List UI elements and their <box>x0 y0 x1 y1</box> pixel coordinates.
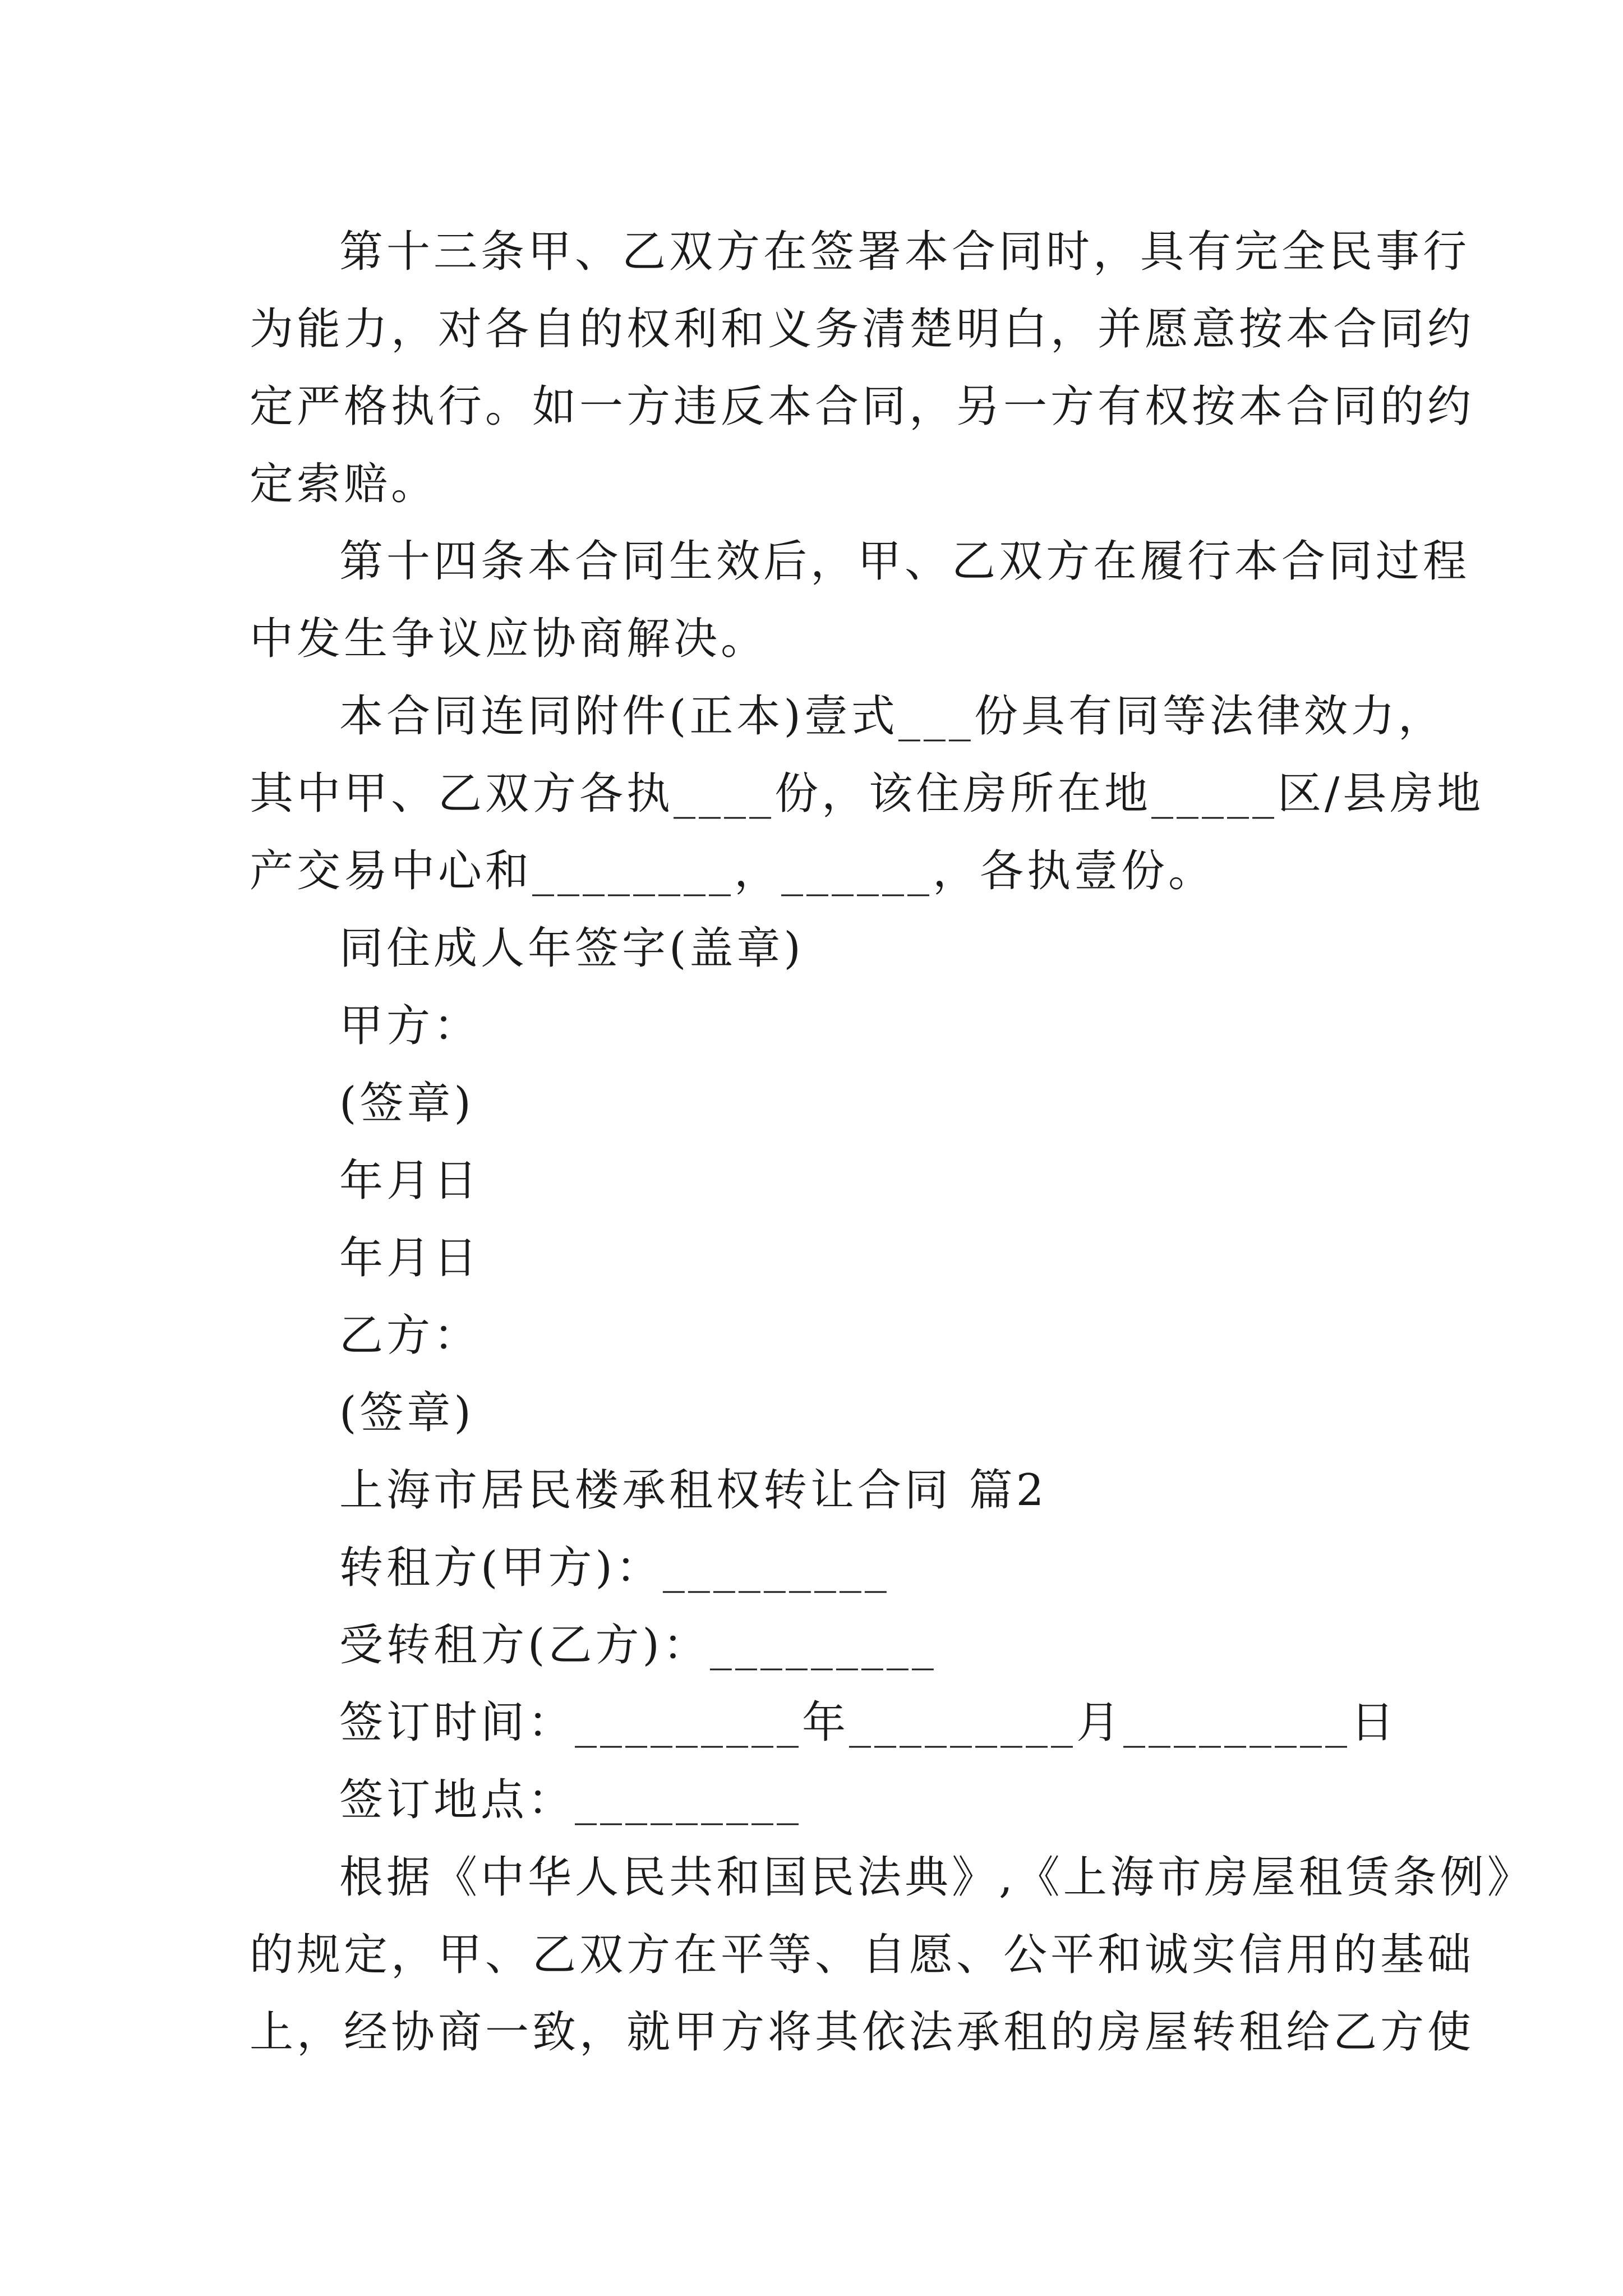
paragraph-legal-basis <box>250 1839 1534 2071</box>
text-line: 上，经协商一致，就甲方将其依法承租的房屋转租给乙方使 <box>250 2007 1475 2058</box>
paragraph-article-14 <box>250 523 1470 678</box>
text-line: 中发生争议应协商解决。 <box>250 614 768 664</box>
paragraph-copies <box>250 678 1484 910</box>
seal-label: (签章) <box>339 1078 474 1129</box>
text-line: 产交易中心和________，______，各执壹份。 <box>250 846 1216 896</box>
signing-place-field: 签订地点：_________ <box>339 1775 803 1825</box>
text-line: 根据《中华人民共和国民法典》,《上海市房屋租赁条例》 <box>339 1852 1534 1903</box>
document-page <box>250 213 1534 2071</box>
date-label: 年月日 <box>339 1233 481 1283</box>
date-label: 年月日 <box>339 1156 481 1206</box>
text-line: 定索赔。 <box>250 459 439 509</box>
sublessor-field: 转租方(甲方)：_________ <box>339 1543 890 1593</box>
signature-line: 同住成人年签字(盖章) <box>339 923 804 974</box>
sublessee-field: 受转租方(乙方)：_________ <box>339 1620 937 1671</box>
section-title: 上海市居民楼承租权转让合同 篇2 <box>339 1465 1048 1516</box>
seal-label: (签章) <box>339 1388 474 1438</box>
signing-date-field: 签订时间：_________年_________月_________日 <box>339 1697 1398 1748</box>
text-line: 其中甲、乙双方各执____份，该住房所在地_____区/县房地 <box>250 769 1484 819</box>
text-line: 第十三条甲、乙双方在签署本合同时，具有完全民事行 <box>339 227 1470 277</box>
party-a-label: 甲方： <box>339 1001 481 1051</box>
text-line: 本合同连同附件(正本)壹式___份具有同等法律效力， <box>339 691 1445 742</box>
text-line: 的规定，甲、乙双方在平等、自愿、公平和诚实信用的基础 <box>250 1930 1475 1980</box>
text-line: 定严格执行。如一方违反本合同，另一方有权按本合同的约 <box>250 381 1475 432</box>
party-b-label: 乙方： <box>339 1310 481 1361</box>
paragraph-article-13 <box>250 213 1475 523</box>
signature-block <box>250 910 1398 1839</box>
text-line: 为能力，对各自的权利和义务清楚明白，并愿意按本合同约 <box>250 304 1475 355</box>
text-line: 第十四条本合同生效后，甲、乙双方在履行本合同过程 <box>339 536 1470 587</box>
